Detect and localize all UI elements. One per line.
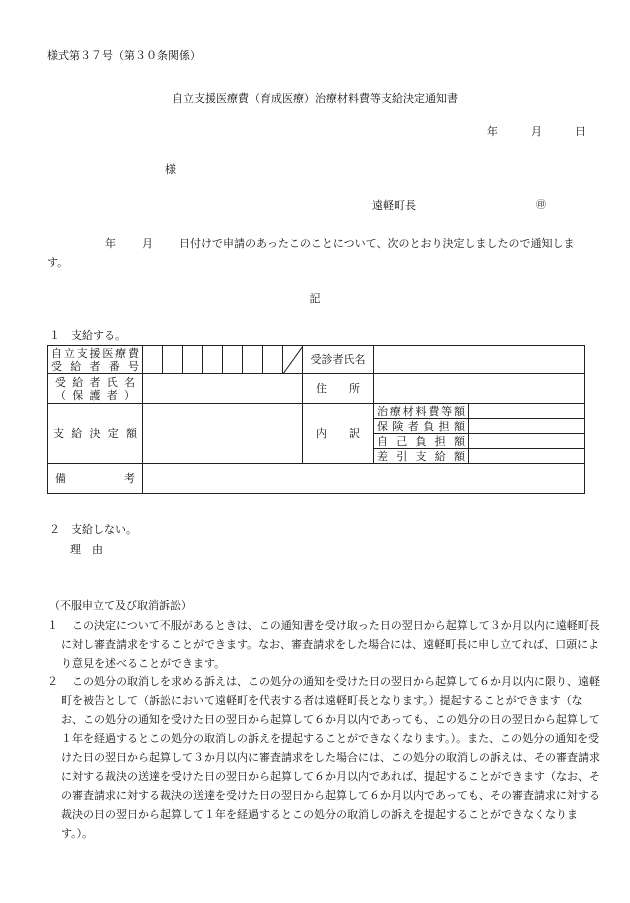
appeal-item-1-number: １ xyxy=(47,619,58,632)
recipient-suffix: 様 xyxy=(165,163,176,176)
remarks-value[interactable] xyxy=(143,464,585,494)
benefit-number-slash-cell xyxy=(283,346,303,374)
body-text: 日付けで申請のあったこのことについて、次のとおり決定しましたので通知します。 xyxy=(47,237,575,269)
benefit-table xyxy=(47,345,585,494)
appeal-item-2 xyxy=(47,672,601,843)
appeal-item-2-number: ２ xyxy=(47,675,58,688)
notice-date xyxy=(487,124,586,141)
seal-mark: ㊞ xyxy=(536,200,546,211)
recipient-name-label: 受給者氏名 （保護者） xyxy=(48,374,143,404)
appeal-item-1 xyxy=(47,616,601,673)
benefit-number-digit[interactable] xyxy=(243,346,263,374)
section1-heading: １ 支給する。 xyxy=(49,329,126,342)
benefit-number-label: 自立支援医療費 受給者番号 xyxy=(48,346,143,374)
date-day: 日 xyxy=(575,125,586,138)
breakdown-treatment-cost-value[interactable] xyxy=(469,404,585,419)
breakdown-self-pay-value[interactable] xyxy=(469,434,585,449)
body-paragraph xyxy=(47,234,587,272)
address-label: 住 所 xyxy=(303,374,374,404)
recipient-name-value[interactable] xyxy=(143,374,303,404)
address-value[interactable] xyxy=(374,374,585,404)
benefit-number-digit[interactable] xyxy=(223,346,243,374)
body-year: 年 xyxy=(105,237,116,250)
benefit-number-digit[interactable] xyxy=(263,346,283,374)
breakdown-label: 内 訳 xyxy=(303,404,374,464)
remarks-label: 備 考 xyxy=(48,464,143,494)
breakdown-net-payment-label: 差引支給額 xyxy=(374,449,469,464)
appeal-item-1-text: この決定について不服があるときは、この通知書を受け取った日の翌日から起算して３か月以内に遠軽町長に対し審査請求をすることができます。なお、審査請求をした場合には、遠軽町長に申し立てれば、口頭により意見を述べることができます。 xyxy=(61,619,600,670)
ki-heading: 記 xyxy=(309,292,321,305)
payment-amount-label: 支給決定額 xyxy=(48,404,143,464)
benefit-number-digit[interactable] xyxy=(143,346,163,374)
form-number: 様式第３７号（第３０条関係） xyxy=(47,49,201,62)
payment-amount-value[interactable] xyxy=(143,404,303,464)
document-title: 自立支援医療費（育成医療）治療材料費等支給決定通知書 xyxy=(172,92,458,105)
benefit-number-digit[interactable] xyxy=(183,346,203,374)
breakdown-insurer-share-label: 保険者負担額 xyxy=(374,419,469,434)
date-month: 月 xyxy=(531,125,542,138)
breakdown-treatment-cost-label: 治療材料費等額 xyxy=(374,404,469,419)
diagonal-slash xyxy=(283,346,303,374)
patient-name-label: 受診者氏名 xyxy=(303,346,374,374)
breakdown-self-pay-label: 自己負担額 xyxy=(374,434,469,449)
benefit-number-digit[interactable] xyxy=(163,346,183,374)
reason-label: 理 由 xyxy=(70,543,103,556)
benefit-number-digit[interactable] xyxy=(203,346,223,374)
appeal-item-2-text: この処分の取消しを求める訴えは、この処分の通知を受けた日の翌日から起算して６か月以内に限り、遠軽町を被告として（訴訟において遠軽町を代表する者は遠軽町長となります。）提起することができます（なお、この処分の通知を受けた日の翌日から起算して６か月以内であっても、この処分の日の翌日から起算して１年を経過するとこの処分の取消しの訴えを提起することができなくなります。）。また、この処分の通知を受けた日の翌日から起算して３か月以内に審査請求をした場合には、この処分の取消しの訴えは、その審査請求に対する裁決の送達を受けた日の翌日から起算して６か月以内であれば、提起することができます（なお、その審査請求に対する裁決の送達を受けた日の翌日から起算して６か月以内であっても、その審査請求に対する裁決の日の翌日から起算して１年を経過するとこの処分の取消しの訴えを提起することができなくなります。）。 xyxy=(61,675,600,840)
issuer-name: 遠軽町長 xyxy=(372,199,416,212)
patient-name-value[interactable] xyxy=(374,346,585,374)
date-year: 年 xyxy=(487,125,498,138)
section2-heading: ２ 支給しない。 xyxy=(49,523,137,536)
body-month: 月 xyxy=(142,237,153,250)
appeal-title: （不服申立て及び取消訴訟） xyxy=(49,599,192,612)
breakdown-insurer-share-value[interactable] xyxy=(469,419,585,434)
breakdown-net-payment-value[interactable] xyxy=(469,449,585,464)
